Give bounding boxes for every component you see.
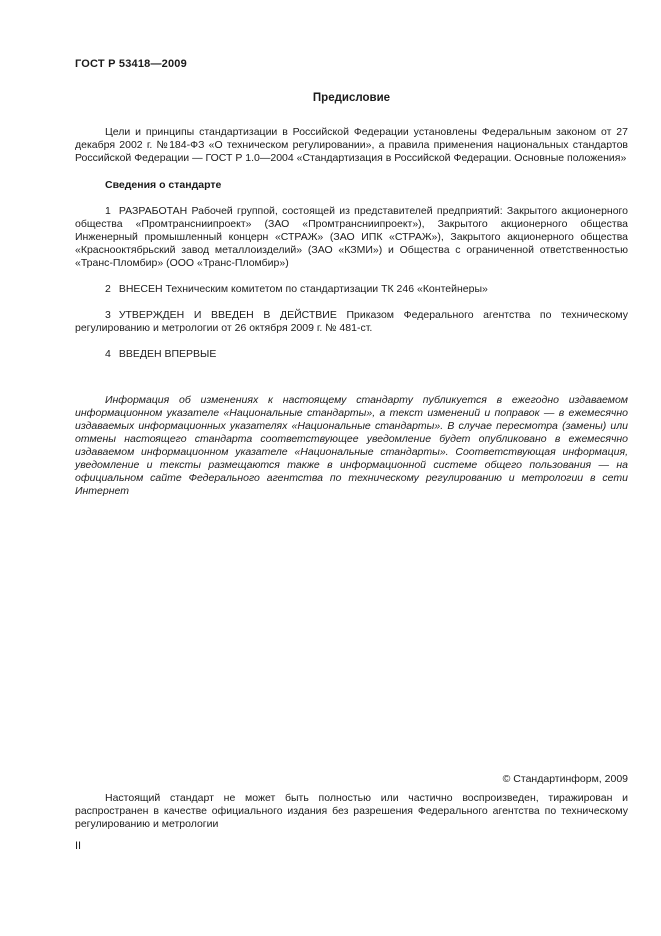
document-code: ГОСТ Р 53418—2009 (75, 58, 187, 70)
item-text: РАЗРАБОТАН Рабочей группой, состоящей из представителей предприятий: Закрытого акционерного общества «Промтрансниипроект» (ЗАО «Промтрансниипроект»), Закрытого акционерного общества Инженерный промышленный концерн «СТРАЖ» (ЗАО ИПК «СТРАЖ»), Закрытого акционерного общества «Краснооктябрьский завод металлоизделий» (ЗАО «КЗМИ») и Общества с ограниченной ответственностью «Транс-Пломбир» (ООО «Транс-Пломбир») (75, 205, 628, 269)
page-title: Предисловие (312, 92, 391, 104)
item-number: 3 (105, 309, 111, 321)
standard-info-item-2 (75, 283, 628, 296)
copyright-line: © Стандартинформ, 2009 (502, 773, 628, 785)
item-text: УТВЕРЖДЕН И ВВЕДЕН В ДЕЙСТВИЕ Приказом Федерального агентства по техническому регулированию и метрологии от 26 октября 2009 г. № 481-ст. (75, 309, 628, 334)
standard-info-item-1 (75, 205, 628, 270)
intro-paragraph: Цели и принципы стандартизации в Российской Федерации установлены Федеральным законом от 27 декабря 2002 г. №184-ФЗ «О техническом регулировании», а правила применения национальных стандартов Российской Федерации — ГОСТ Р 1.0—2004 «Стандартизация в Российской Федерации. Основные положения» (75, 126, 628, 164)
item-text: ВВЕДЕН ВПЕРВЫЕ (118, 348, 217, 360)
standard-info-item-3 (75, 309, 628, 335)
item-text: ВНЕСЕН Техническим комитетом по стандартизации ТК 246 «Контейнеры» (118, 283, 488, 295)
standard-info-item-4 (75, 348, 628, 361)
page-footer (75, 773, 628, 852)
item-number: 2 (105, 283, 111, 295)
section-heading: Сведения о стандарте (105, 179, 222, 191)
item-number: 4 (105, 348, 111, 360)
amendments-notice: Информация об изменениях к настоящему стандарту публикуется в ежегодно издаваемом информационном указателе «Национальные стандарты», а текст изменений и поправок — в ежемесячно издаваемых информационных указателях «Национальные стандарты». В случае пересмотра (замены) или отмены настоящего стандарта соответствующее уведомление будет опубликовано в ежемесячно издаваемом информационном указателе «Национальные стандарты». Соответствующая информация, уведомление и тексты размещаются также в информационной системе общего пользования — на официальном сайте Федерального агентства по техническому регулированию и метрологии в сети Интернет (75, 394, 628, 497)
reproduction-notice: Настоящий стандарт не может быть полностью или частично воспроизведен, тиражирован и распространен в качестве официального издания без разрешения Федерального агентства по техническому регулированию и метрологии (75, 792, 628, 830)
item-number: 1 (105, 205, 111, 217)
page-number: II (75, 840, 82, 852)
